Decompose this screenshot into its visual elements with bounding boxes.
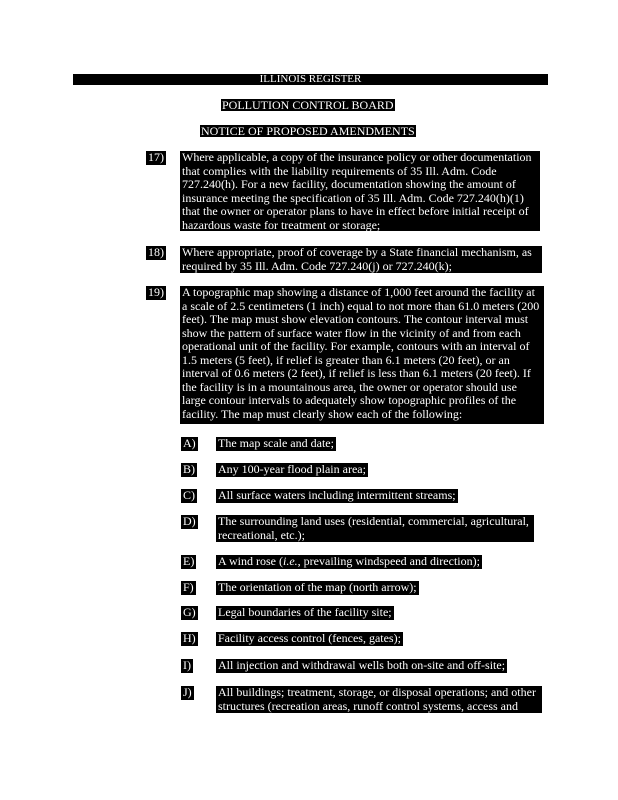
list-item-label: A) <box>183 436 196 450</box>
paragraph-label: 17) <box>148 150 164 164</box>
paragraph-text: Where appropriate, proof of coverage by a State financial mechanism, as required by 35 Ill. Adm. Code 727.240(j) or 727.240(k); <box>180 246 542 273</box>
list-item-text <box>216 555 482 569</box>
wind-rose-prefix: A wind rose ( <box>218 554 283 568</box>
board-title: POLLUTION CONTROL BOARD <box>222 98 394 112</box>
list-item-text: All buildings; treatment, storage, or disposal operations; and other structures (recreation areas, runoff control systems, access and <box>216 686 542 713</box>
list-item-label: E) <box>183 554 195 568</box>
list-item-label: B) <box>183 462 195 476</box>
list-item-text: The surrounding land uses (residential, commercial, agricultural, recreational, etc.); <box>216 515 534 542</box>
list-item-text: The orientation of the map (north arrow); <box>218 580 417 594</box>
list-item-label: F) <box>183 580 194 594</box>
list-item-text: Facility access control (fences, gates); <box>218 631 401 645</box>
list-item-text: All surface waters including intermittent streams; <box>218 488 456 502</box>
list-item-label: G) <box>183 605 196 619</box>
list-item-label: I) <box>183 658 191 672</box>
register-title: ILLINOIS REGISTER <box>259 73 362 85</box>
wind-rose-suffix: , prevailing windspeed and direction); <box>297 554 480 568</box>
list-item-label: D) <box>183 514 196 528</box>
paragraph-label: 19) <box>148 285 164 299</box>
list-item-label: J) <box>183 685 192 699</box>
list-item-text: Any 100-year flood plain area; <box>218 462 366 476</box>
wind-rose-italic: i.e. <box>283 554 298 568</box>
paragraph-text: A topographic map showing a distance of 1,000 feet around the facility at a scale of 2.5 centimeters (1 inch) equal to not more than 61.0 meters (200 feet). The map must show elevation contours. The contour interval must show the pattern of surface water flow in the vicinity of and from each operational unit of the facility. For example, contours with an interval of 1.5 meters (5 feet), if relief is greater than 6.1 meters (20 feet), or an interval of 0.6 meters (2 feet), if relief is less than 6.1 meters (20 feet). If the facility is in a mountainous area, the owner or operator should use large contour intervals to adequately show topographic profiles of the facility. The map must clearly show each of the following: <box>180 286 544 424</box>
paragraph-text: Where applicable, a copy of the insurance policy or other documentation that complies with the liability requirements of 35 Ill. Adm. Code 727.240(h). For a new facility, documentation showing the amount of insurance meeting the specification of 35 Ill. Adm. Code 727.240(h)(1) that the owner or operator plans to have in effect before initial receipt of hazardous waste for treatment or storage; <box>180 151 540 231</box>
list-item-label: C) <box>183 488 195 502</box>
list-item-text: Legal boundaries of the facility site; <box>218 605 392 619</box>
list-item-text: The map scale and date; <box>218 436 334 450</box>
list-item-text: All injection and withdrawal wells both on-site and off-site; <box>218 658 506 672</box>
notice-title: NOTICE OF PROPOSED AMENDMENTS <box>201 124 415 138</box>
register-header-bar <box>73 74 548 85</box>
paragraph-label: 18) <box>148 245 164 259</box>
list-item-label: H) <box>183 631 196 645</box>
